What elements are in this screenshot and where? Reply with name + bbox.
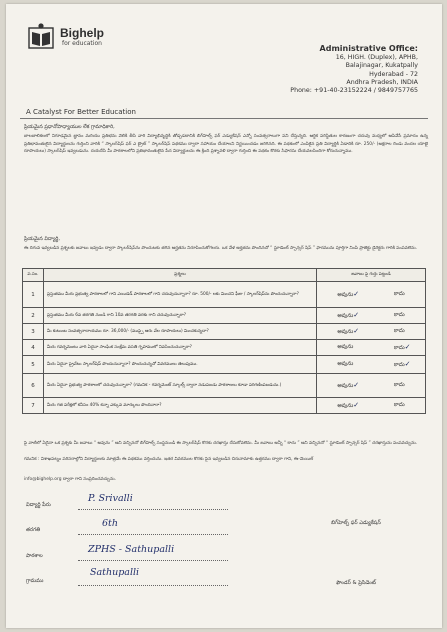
table-row <box>23 340 426 356</box>
bighelp-logo-icon <box>28 22 54 50</box>
question-text: ప్రస్తుతము మీరు ప్రభుత్వ పాఠశాలలో గాని ఎయిడెడ్ పాఠశాలలో గాని చదువుచున్నారా? రూ. 500/- లకు మించని ఫీజు / స్కాలర్‌షిప్‌ను పొందుచున్నారా? <box>44 282 317 308</box>
answer-no[interactable] <box>394 401 405 410</box>
table-row <box>23 398 426 414</box>
table-row <box>23 356 426 374</box>
question-number: 6 <box>23 374 44 398</box>
field-line-school <box>78 559 228 561</box>
office-line-1: 16, HIGH. (Duplex), APHB, <box>335 54 418 61</box>
email-line: info@bighelp.org ద్వారా గాని సంప్రదించవచ్చును. <box>24 477 117 482</box>
field-value-class: 6th <box>102 518 118 529</box>
checkmark-icon: ✓ <box>404 343 411 351</box>
table-header-row <box>23 269 426 282</box>
col-number-header: ప.సం. <box>23 269 44 282</box>
org-signature-line: బిగ్‌హెల్ప్ ఫర్ ఎడ్యుకేషన్ <box>331 520 381 526</box>
answer-yes[interactable] <box>337 327 360 336</box>
question-number: 7 <box>23 398 44 414</box>
checkmark-icon: ✓ <box>353 381 360 389</box>
salutation-headmaster: ప్రియమైన ప్రధానోపాధ్యాయుల లేక గ్రామాధికారి, <box>24 124 115 130</box>
answer-cell[interactable] <box>317 374 426 398</box>
checkmark-icon: ✓ <box>353 311 360 319</box>
question-text: మీరు ఏదైనా ప్రభుత్వ పాఠశాలలో చదువుచున్నారా? (గమనిక - గవర్నమెంట్ స్కూల్స్ ద్వారా నడుపబడు పాఠశాలలు కూడా పరిగణింపబడును.) <box>44 374 317 398</box>
answer-yes[interactable] <box>337 311 360 320</box>
org-name: Bighelp <box>60 26 104 40</box>
field-value-school: ZPHS - Sathupalli <box>88 544 175 555</box>
answer-options <box>317 360 425 369</box>
org-subtitle: for education <box>62 40 102 47</box>
answer-no-label: కాదు <box>393 291 405 297</box>
table-row <box>23 374 426 398</box>
answer-no-label: కాదు <box>393 345 405 351</box>
question-text: మీరు గవర్నమెంటు వారి ఏదైనా సాంఘిక సంక్షేమ వసతి గృహములో నివసించుచున్నారా? <box>44 340 317 356</box>
answer-options <box>317 311 425 320</box>
office-address <box>268 44 418 95</box>
salutation-student: ప్రియమైన విద్యార్థి, <box>24 236 60 242</box>
checkmark-icon: ✓ <box>353 290 360 298</box>
answer-no[interactable] <box>393 343 411 352</box>
table-row <box>23 308 426 324</box>
answer-no-label: కాదు <box>393 382 405 388</box>
note-paragraph: గమనిక : విశాఖపట్నం పరిసరాల్లోని విద్యార్థులకు మాత్రమే ఈ పథకము వర్తించును. ఇతర వివరముల కొరకు పైన ఇవ్వబడిన చిరునామాకు ఉత్తరము ద్వారా గాని, ఈ-మెయిల్ <box>24 457 314 462</box>
answer-yes[interactable] <box>337 381 360 390</box>
header-divider <box>20 118 428 119</box>
questionnaire-body <box>23 282 426 414</box>
answer-options <box>317 290 425 299</box>
intro-paragraph: బాలబాలికలలో నిగూఢమైన జ్ఞానం మరియు ప్రతిభను వెలికి తీసి వారి విద్యాభివృద్ధికి తోడ్పడటానికి బిగ్‌హెల్ప్ ఫర్ ఎడ్యుకేషన్ ఎన్నో సంవత్సరాలుగా పని చేస్తున్నది. ఆర్థిక పరిస్థితుల కారణంగా చదువు మధ్యలో ఆపివేసే ప్రమాదం ఉన్న ప్రతిభావంతులైన విద్యార్థులను గుర్తించి వారికి “ స్కాలర్‌షిప్ ఫర్ ఎ బ్రైట్ ” స్కాలర్‌షిప్ పథకము ద్వారా సహాయం చేయాలని నిర్ణయించడం జరిగినది. ఈ పథకంలో ఎంపికైన ప్రతి విద్యార్థికి ఏడాదికి రూ. 250/- (అక్షరాల రెండు వందల యాభై రూపాయలు) స్కాలర్‌షిప్ ఇవ్వబడును. దయచేసి మీ పాఠశాలలోని ప్రతిభావంతులైన పేద విద్యార్థులను ఈ క్రింది ప్రశ్నావళి ద్వారా గుర్తించి ఈ పథకం కొరకు సిఫారసు చేయవలసిందిగా కోరుచున్నాము. <box>24 134 428 155</box>
field-line-name <box>78 508 228 510</box>
question-text: ప్రస్తుతము మీరు 6వ తరగతి నుండి గాని 10వ తరగతి వరకు గాని చదువుచున్నారా? <box>44 308 317 324</box>
answer-yes-label: అవును <box>337 403 354 409</box>
field-value-name: P. Srivalli <box>88 493 133 504</box>
answer-cell[interactable] <box>317 282 426 308</box>
answer-cell[interactable] <box>317 324 426 340</box>
answer-yes[interactable] <box>337 360 353 369</box>
answer-yes-label: అవును <box>337 344 354 350</box>
checkmark-icon: ✓ <box>353 327 360 335</box>
office-line-4: Andhra Pradesh, INDIA <box>346 78 418 86</box>
table-row <box>23 324 426 340</box>
answer-cell[interactable] <box>317 356 426 374</box>
field-label-class: తరగతి <box>26 527 41 533</box>
answer-yes-label: అవును <box>337 383 354 389</box>
field-line-class <box>78 533 228 535</box>
answer-no-label: కాదు <box>393 362 405 368</box>
office-line-3: Hyderabad - 72 <box>369 70 418 78</box>
question-number: 3 <box>23 324 44 340</box>
answer-no[interactable] <box>393 360 411 369</box>
answer-yes-label: అవును <box>337 313 354 319</box>
answer-cell[interactable] <box>317 308 426 324</box>
answer-no-label: కాదు <box>393 328 405 334</box>
letter-page <box>6 4 442 628</box>
question-text: మీరు గత పరీక్షలో కనీసం 40% కన్నా ఎక్కువ మార్కులు పొందినారా? <box>44 398 317 414</box>
question-text: మీరు ఏదైనా ప్రైవేటు స్కాలర్‌షిప్ పొందుచున్నారా? పొందుచున్నచో వివరములు తెలుపుము. <box>44 356 317 374</box>
question-number: 4 <box>23 340 44 356</box>
question-number: 5 <box>23 356 44 374</box>
answer-no[interactable] <box>394 381 405 390</box>
questionnaire-table <box>22 268 426 414</box>
answer-yes-label: అవును <box>337 361 354 367</box>
answer-yes[interactable] <box>337 290 360 299</box>
answer-no-label: కాదు <box>393 402 405 408</box>
col-question-header: ప్రశ్నలు <box>44 269 317 282</box>
answer-yes-label: అవును <box>337 292 354 298</box>
answer-options <box>317 327 425 336</box>
answer-no-label: కాదు <box>393 312 405 318</box>
checkmark-icon: ✓ <box>404 360 411 368</box>
field-line-village <box>78 584 228 586</box>
field-label-name: విద్యార్థి పేరు <box>26 502 51 508</box>
table-row <box>23 282 426 308</box>
answer-cell[interactable] <box>317 340 426 356</box>
tagline: A Catalyst For Better Education <box>26 108 136 116</box>
answer-yes[interactable] <box>337 401 360 410</box>
office-title: Administrative Office: <box>319 44 418 53</box>
answer-no[interactable] <box>394 311 405 320</box>
closing-paragraph: పై వాటిలో ఏదైనా ఒక ప్రశ్నకు మీ జవాబు “ అవును ” అని వచ్చినచో బిగ్‌హెల్ప్ సంస్థనుండి ఈ స్కాలర్‌షిప్ కొరకు దరఖాస్తు చేసుకోవలెను. మీ జవాబు అన్నీ “ కాదు ” అని వచ్చినచో “ స్టూడెంట్ స్పాన్సర్ షిప్ ” దరఖాస్తును పంపవచ్చును. <box>24 441 418 446</box>
answer-options <box>317 381 425 390</box>
answer-no[interactable] <box>394 290 405 299</box>
question-text: మీ కుటుంబ సంవత్సరాదాయము రూ. 36,000/- (ముప్పై ఆరు వేల రూపాయలు) మించకున్నదా? <box>44 324 317 340</box>
instruction-paragraph: ఈ దిగువ ఇవ్వబడిన ప్రశ్నలకు జవాబు ఇవ్వడం ద్వారా స్కాలర్‌షిప్‌ను పొందుటకు తగిన అర్హతను నిరూపించుకోగలరు. ఒక వేళ అర్హతను పొందినచో “ స్టూడెంట్ స్పాన్సర్ షిప్ ” ఫారమును పూర్తిగా నింపి ప్రాజెక్టు డైరెక్టరు గారికి పంపవలెను. <box>24 246 417 251</box>
col-answer-header: జవాబు పై గుర్తు పెట్టండి <box>317 269 426 282</box>
checkmark-icon: ✓ <box>353 401 360 409</box>
office-line-2: Balajinagar, Kukatpally <box>345 62 418 70</box>
field-value-village: Sathupalli <box>90 567 140 578</box>
question-number: 1 <box>23 282 44 308</box>
founder-title: ఫౌండర్ & ప్రెసిడెంట్ <box>336 580 376 586</box>
answer-yes-label: అవును <box>337 329 354 335</box>
answer-no[interactable] <box>394 327 405 336</box>
answer-options <box>317 401 425 410</box>
field-label-school: పాఠశాల <box>26 553 43 559</box>
answer-options <box>317 343 425 352</box>
answer-cell[interactable] <box>317 398 426 414</box>
question-number: 2 <box>23 308 44 324</box>
answer-yes[interactable] <box>337 343 353 352</box>
office-phone: Phone: +91-40-23152224 / 9849757765 <box>290 87 418 95</box>
field-label-village: గ్రామము <box>26 578 44 584</box>
